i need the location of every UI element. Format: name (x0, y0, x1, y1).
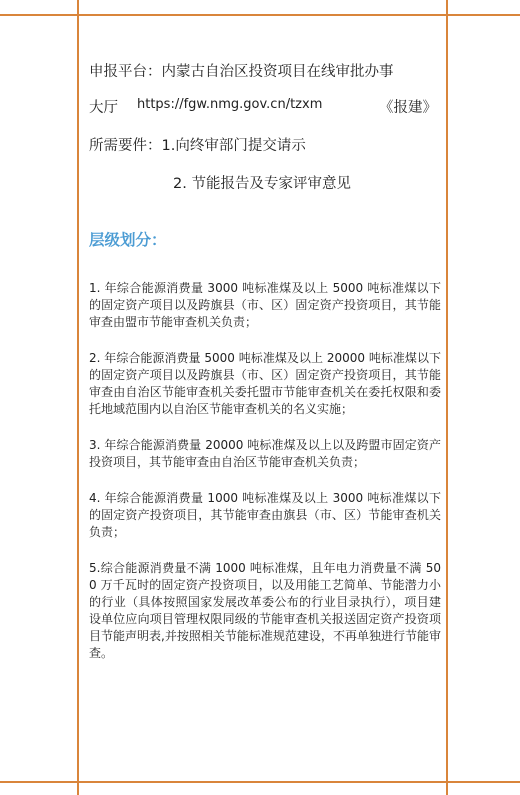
requirements-label: 所需要件： (89, 138, 162, 154)
table-border-bottom (0, 781, 520, 783)
tier-paragraph-3: 3. 年综合能源消费量 20000 吨标准煤及以上以及跨盟市固定资产投资项目，其节能审查由自治区节能审查机关负责； (89, 438, 441, 469)
requirements-line (89, 134, 306, 155)
tier-paragraph-2: 2. 年综合能源消费量 5000 吨标准煤及以上 20000 吨标准煤以下的固定资产项目以及跨旗县（市、区）固定资产投资项目，其节能审查由自治区节能审查机关委托盟市节能审查机关在委托权限和委托地域范围内以自治区节能审查机关的名义实施； (89, 351, 441, 416)
tier-paragraph-1: 1. 年综合能源消费量 3000 吨标准煤及以上 5000 吨标准煤以下的固定资产项目以及跨旗县（市、区）固定资产投资项目，其节能审查由盟市节能审查机关负责； (89, 281, 441, 329)
requirement-item-2: 2. 节能报告及专家评审意见 (173, 176, 351, 192)
requirement-item-1: 1.向终审部门提交请示 (161, 138, 306, 154)
tier-list (89, 280, 441, 681)
platform-tag: 《报建》 (379, 100, 437, 116)
tier-paragraph-5: 5.综合能源消费量不满 1000 吨标准煤，且年电力消费量不满 500 万千瓦时的固定资产投资项目，以及用能工艺简单、节能潜力小的行业（具体按照国家发展改革委公布的行业目录执行），项目建设单位应向项目管理权限同级的节能审查机关报送固定资产投资项目节能声明表,并按照相关节能标准规范建设，不再单独进行节能审查。 (89, 561, 441, 660)
table-border-left (77, 0, 79, 795)
platform-url-link[interactable]: https://fgw.nmg.gov.cn/tzxm (137, 97, 323, 112)
platform-label: 申报平台： (89, 64, 162, 80)
platform-name-cont: 大厅 (89, 100, 118, 116)
platform-line (89, 60, 441, 81)
table-border-top (0, 14, 520, 16)
platform-name: 内蒙古自治区投资项目在线审批办事 (161, 64, 394, 80)
tier-heading: 层级划分： (89, 231, 167, 249)
table-border-right (446, 0, 448, 795)
tier-paragraph-4: 4. 年综合能源消费量 1000 吨标准煤及以上 3000 吨标准煤以下的固定资产投资项目，其节能审查由旗县（市、区）节能审查机关负责； (89, 491, 441, 539)
platform-line-cont (89, 96, 441, 117)
